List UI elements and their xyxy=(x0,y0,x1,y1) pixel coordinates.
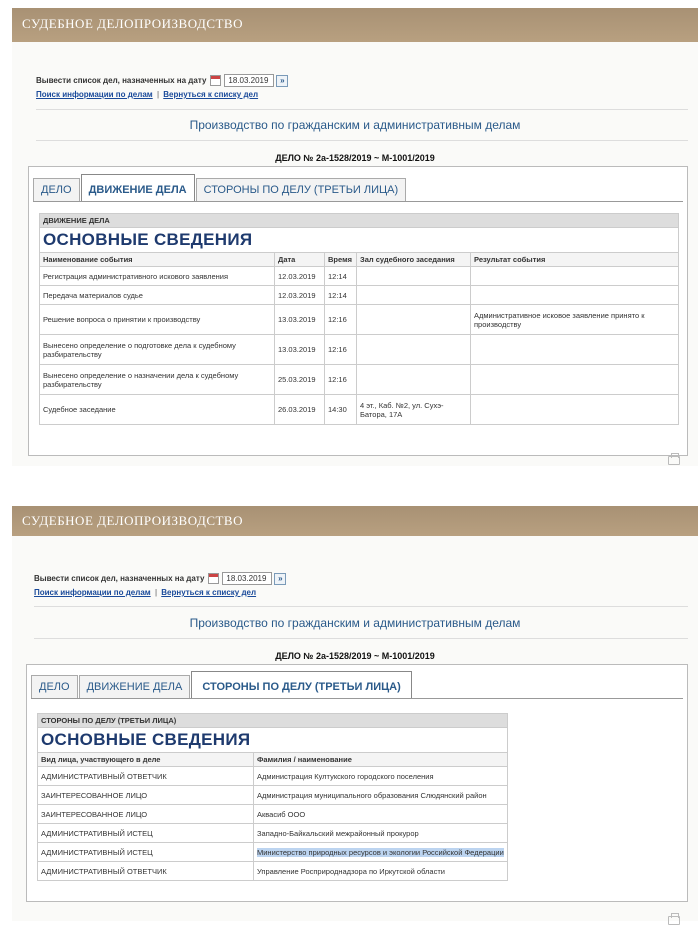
tab-movement[interactable]: ДВИЖЕНИЕ ДЕЛА xyxy=(79,675,191,699)
divider xyxy=(36,109,688,110)
case-number: ДЕЛО № 2а-1528/2019 ~ М-1001/2019 xyxy=(275,153,435,163)
table-row xyxy=(40,365,679,395)
section-label: СТОРОНЫ ПО ДЕЛУ (ТРЕТЬИ ЛИЦА) xyxy=(38,714,508,728)
cell-result xyxy=(471,286,679,305)
table-row xyxy=(40,335,679,365)
col-party-name: Фамилия / наименование xyxy=(254,753,508,767)
parties-table xyxy=(37,713,508,881)
cell-party-type: АДМИНИСТРАТИВНЫЙ ОТВЕТЧИК xyxy=(38,862,254,881)
print-icon[interactable] xyxy=(668,456,680,465)
table-header-row xyxy=(40,253,679,267)
main-title: ОСНОВНЫЕ СВЕДЕНИЯ xyxy=(38,728,508,753)
cell-result xyxy=(471,395,679,425)
back-to-list-link[interactable]: Вернуться к списку дел xyxy=(163,90,259,99)
cell-date: 12.03.2019 xyxy=(275,286,325,305)
case-tabs-box xyxy=(28,166,688,456)
back-to-list-link[interactable]: Вернуться к списку дел xyxy=(161,588,257,597)
screenshot-parties xyxy=(12,506,698,921)
cell-event: Передача материалов судье xyxy=(40,286,275,305)
tab-bar xyxy=(33,174,407,202)
tab-case[interactable]: ДЕЛО xyxy=(33,178,80,202)
cell-date: 13.03.2019 xyxy=(275,305,325,335)
table-row xyxy=(40,395,679,425)
print-icon[interactable] xyxy=(668,916,680,925)
go-button[interactable]: » xyxy=(276,75,288,87)
cell-party-type: АДМИНИСТРАТИВНЫЙ ИСТЕЦ xyxy=(38,843,254,862)
calendar-icon[interactable] xyxy=(210,75,221,86)
calendar-icon[interactable] xyxy=(208,573,219,584)
cell-date: 13.03.2019 xyxy=(275,335,325,365)
table-row xyxy=(40,305,679,335)
col-time: Время xyxy=(325,253,357,267)
site-header: СУДЕБНОЕ ДЕЛОПРОИЗВОДСТВО xyxy=(12,506,698,536)
cell-event: Регистрация административного искового заявления xyxy=(40,267,275,286)
cell-result: Административное исковое заявление принято к производству xyxy=(471,305,679,335)
cell-result xyxy=(471,335,679,365)
divider xyxy=(34,606,688,607)
go-button[interactable]: » xyxy=(274,573,286,585)
search-cases-link[interactable]: Поиск информации по делам xyxy=(34,588,151,597)
cell-hall xyxy=(357,305,471,335)
main-title: ОСНОВНЫЕ СВЕДЕНИЯ xyxy=(40,228,679,253)
date-label: Вывести список дел, назначенных на дату xyxy=(34,574,205,583)
movement-table xyxy=(39,213,679,425)
date-filter xyxy=(34,572,286,585)
search-cases-link[interactable]: Поиск информации по делам xyxy=(36,90,153,99)
section-label: ДВИЖЕНИЕ ДЕЛА xyxy=(40,214,679,228)
page-subtitle: Производство по гражданским и административным делам xyxy=(189,118,521,132)
case-tabs-box xyxy=(26,664,688,902)
col-result: Результат события xyxy=(471,253,679,267)
cell-result xyxy=(471,267,679,286)
case-number: ДЕЛО № 2а-1528/2019 ~ М-1001/2019 xyxy=(275,651,435,661)
col-event: Наименование события xyxy=(40,253,275,267)
cell-party-name: Западно-Байкальский межрайонный прокурор xyxy=(254,824,508,843)
col-party-type: Вид лица, участвующего в деле xyxy=(38,753,254,767)
selected-text: Министерство природных ресурсов и экологии Российской Федерации xyxy=(257,847,504,857)
cell-hall: 4 эт., Каб. №2, ул. Сухэ-Батора, 17А xyxy=(357,395,471,425)
cell-party-name: Аквасиб ООО xyxy=(254,805,508,824)
page-body xyxy=(12,536,698,921)
table-row xyxy=(38,862,508,881)
cell-date: 26.03.2019 xyxy=(275,395,325,425)
cell-time: 12:14 xyxy=(325,267,357,286)
tab-movement[interactable]: ДВИЖЕНИЕ ДЕЛА xyxy=(81,174,195,202)
cell-time: 14:30 xyxy=(325,395,357,425)
tab-underline xyxy=(31,698,683,699)
col-date: Дата xyxy=(275,253,325,267)
tab-case[interactable]: ДЕЛО xyxy=(31,675,78,699)
table-row xyxy=(38,824,508,843)
link-separator: | xyxy=(154,588,158,597)
cell-party-type: ЗАИНТЕРЕСОВАННОЕ ЛИЦО xyxy=(38,786,254,805)
date-input[interactable]: 18.03.2019 xyxy=(222,572,272,585)
cell-event: Судебное заседание xyxy=(40,395,275,425)
screenshot-movement xyxy=(12,8,698,466)
cell-party-name: Управление Росприроднадзора по Иркутской области xyxy=(254,862,508,881)
link-separator: | xyxy=(156,90,160,99)
tab-parties[interactable]: СТОРОНЫ ПО ДЕЛУ (ТРЕТЬИ ЛИЦА) xyxy=(196,178,407,202)
tab-underline xyxy=(33,201,683,202)
col-hall: Зал судебного заседания xyxy=(357,253,471,267)
cell-event: Вынесено определение о подготовке дела к судебному разбирательству xyxy=(40,335,275,365)
cell-party-type: АДМИНИСТРАТИВНЫЙ ОТВЕТЧИК xyxy=(38,767,254,786)
cell-party-type: АДМИНИСТРАТИВНЫЙ ИСТЕЦ xyxy=(38,824,254,843)
page-subtitle: Производство по гражданским и административным делам xyxy=(189,616,521,630)
cell-party-name xyxy=(254,843,508,862)
cell-hall xyxy=(357,365,471,395)
cell-event: Вынесено определение о назначении дела к судебному разбирательству xyxy=(40,365,275,395)
site-header: СУДЕБНОЕ ДЕЛОПРОИЗВОДСТВО xyxy=(12,8,698,42)
cell-hall xyxy=(357,335,471,365)
divider xyxy=(34,638,688,639)
cell-party-type: ЗАИНТЕРЕСОВАННОЕ ЛИЦО xyxy=(38,805,254,824)
cell-hall xyxy=(357,267,471,286)
cell-party-name: Администрация муниципального образования Слюдянский район xyxy=(254,786,508,805)
cell-party-name: Администрация Култукского городского поселения xyxy=(254,767,508,786)
date-input[interactable]: 18.03.2019 xyxy=(224,74,274,87)
divider xyxy=(36,140,688,141)
cell-date: 25.03.2019 xyxy=(275,365,325,395)
tab-bar xyxy=(31,671,413,699)
table-row xyxy=(40,286,679,305)
date-label: Вывести список дел, назначенных на дату xyxy=(36,76,207,85)
cell-time: 12:16 xyxy=(325,335,357,365)
table-row xyxy=(40,267,679,286)
cell-time: 12:16 xyxy=(325,305,357,335)
cell-result xyxy=(471,365,679,395)
cell-hall xyxy=(357,286,471,305)
cell-event: Решение вопроса о принятии к производству xyxy=(40,305,275,335)
page-body xyxy=(12,42,698,466)
table-row xyxy=(38,767,508,786)
table-header-row xyxy=(38,753,508,767)
nav-links xyxy=(34,588,256,597)
table-row xyxy=(38,786,508,805)
cell-date: 12.03.2019 xyxy=(275,267,325,286)
date-filter xyxy=(36,74,288,87)
tab-parties[interactable]: СТОРОНЫ ПО ДЕЛУ (ТРЕТЬИ ЛИЦА) xyxy=(191,671,411,699)
nav-links xyxy=(36,90,258,99)
cell-time: 12:16 xyxy=(325,365,357,395)
table-row xyxy=(38,805,508,824)
cell-time: 12:14 xyxy=(325,286,357,305)
table-row xyxy=(38,843,508,862)
